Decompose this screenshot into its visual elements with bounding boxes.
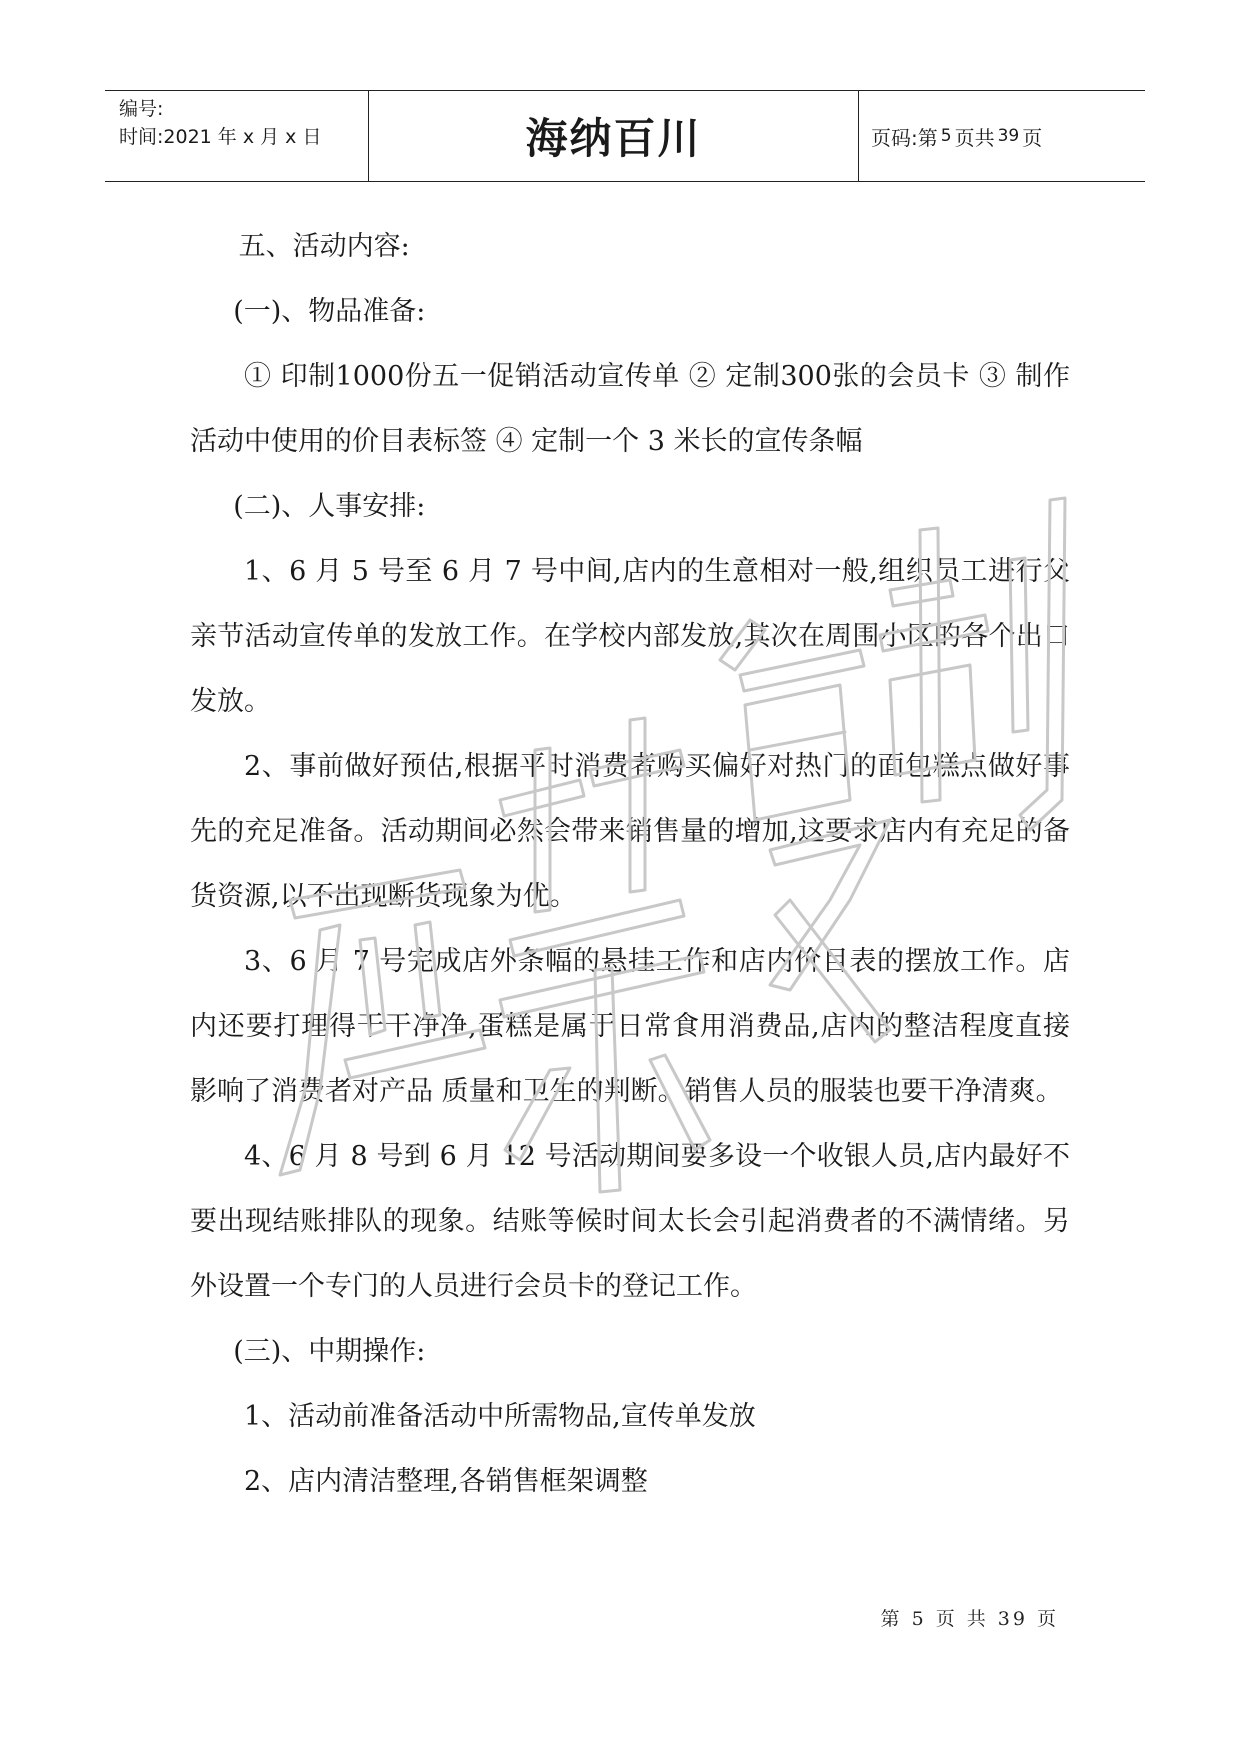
page-middle: 页共 [954, 125, 995, 150]
document-number-label: 编号: [119, 98, 164, 120]
page-current: 5 [940, 126, 952, 146]
paragraph-midterm-1: 1、活动前准备活动中所需物品,宣传单发放 [244, 1401, 756, 1432]
subsection-heading-staffing: (二)、人事安排: [233, 491, 426, 522]
paragraph-staffing-2: 2、事前做好预估,根据平时消费者购买偏好对热门的面包糕点做好事先的充足准备。活动期间必然会带来销售量的增加,这要求店内有充足的备货资源,以不出现断货现象为优。 [190, 751, 1070, 912]
paragraph-midterm-2: 2、店内清洁整理,各销售框架调整 [244, 1466, 648, 1497]
page-footer: 第 5 页 共 39 页 [880, 1608, 1059, 1630]
subsection-heading-midterm: (三)、中期操作: [233, 1336, 426, 1367]
paragraph-materials-list: ① 印制1000份五一促销活动宣传单 ② 定制300张的会员卡 ③ 制作活动中使用的价目表标签 ④ 定制一个 3 米长的宣传条幅 [190, 361, 1070, 457]
document-body [190, 214, 1070, 1514]
header-meta-cell [105, 91, 369, 181]
document-date: 时间:2021 年 x 月 x 日 [119, 126, 322, 148]
subsection-heading-materials: (一)、物品准备: [233, 296, 426, 327]
page-suffix: 页 [1022, 125, 1043, 150]
page-total: 39 [997, 126, 1020, 146]
paragraph-staffing-3: 3、6 月 7 号完成店外条幅的悬挂工作和店内价目表的摆放工作。店内还要打理得干干净净,蛋糕是属于日常食用消费品,店内的整洁程度直接影响了消费者对产品 质量和卫生的判断。销售人员的服装也要干净清爽。 [190, 946, 1070, 1107]
paragraph-staffing-1: 1、6 月 5 号至 6 月 7 号中间,店内的生意相对一般,组织员工进行父亲节活动宣传单的发放工作。在学校内部发放,其次在周围小区的各个出口发放。 [190, 556, 1070, 717]
header-title: 海纳百川 [369, 91, 859, 181]
paragraph-staffing-4: 4、6 月 8 号到 6 月 12 号活动期间要多设一个收银人员,店内最好不要出现结账排队的现象。结账等候时间太长会引起消费者的不满情绪。另外设置一个专门的人员进行会员卡的登记工作。 [190, 1141, 1070, 1302]
section-heading-activity-content: 五、活动内容: [238, 231, 410, 262]
page-prefix: 页码:第 [871, 125, 938, 150]
page-header [105, 90, 1145, 182]
header-page-number [859, 91, 1145, 181]
